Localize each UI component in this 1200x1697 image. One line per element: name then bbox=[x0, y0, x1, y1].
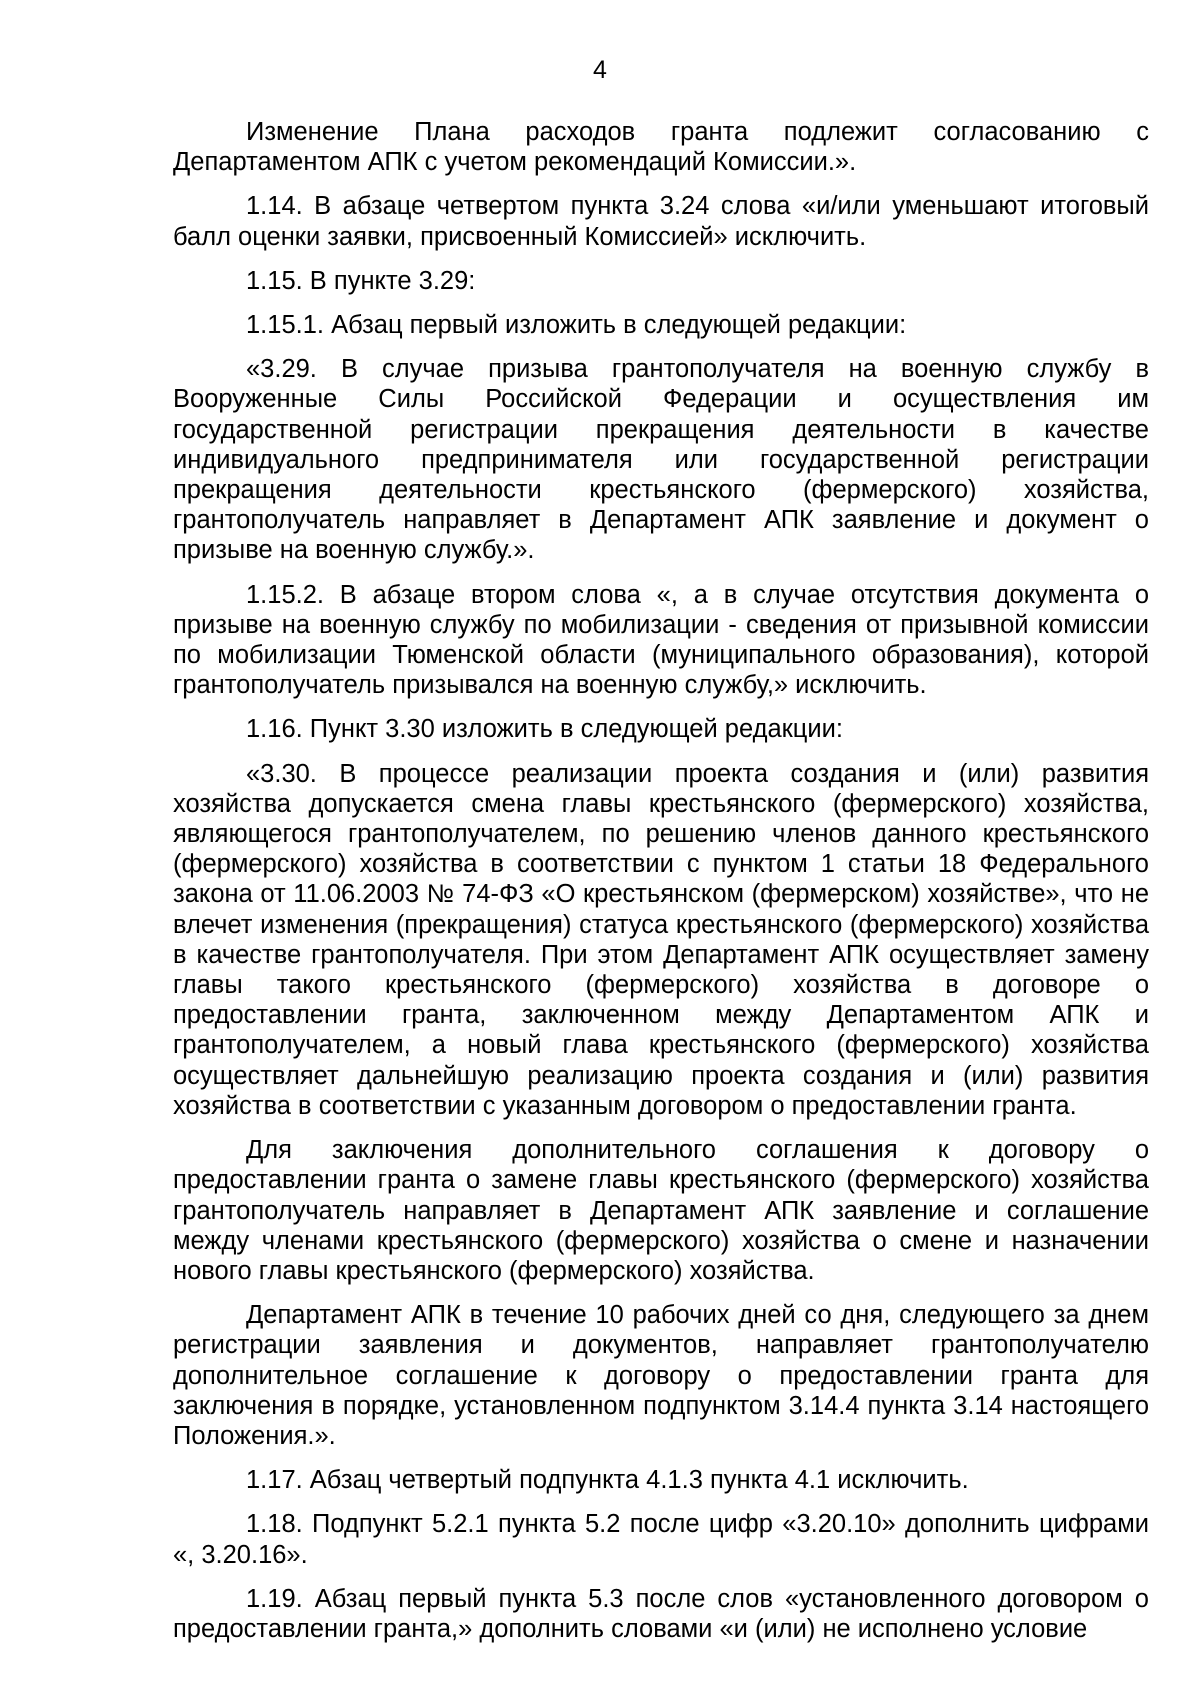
paragraph-additional-agreement: Для заключения дополнительного соглашения к договору о предоставлении гранта о замене главы крестьянского (фермерского) хозяйства грантополучатель направляет в Департамент АПК заявление и соглашение между членами крестьянского (фермерского) хозяйства о смене и назначении нового главы крестьянского (фермерского) хозяйства. bbox=[173, 1136, 1149, 1285]
paragraph-plan-change: Изменение Плана расходов гранта подлежит согласованию с Департаментом АПК с учетом рекомендаций Комиссии.». bbox=[173, 118, 1149, 177]
paragraph-department-deadline: Департамент АПК в течение 10 рабочих дней со дня, следующего за днем регистрации заявления и документов, направляет грантополучателю дополнительное соглашение к договору о предоставлении гранта для заключения в порядке, установленном подпунктом 3.14.4 пункта 3.14 настоящего Положения.». bbox=[173, 1301, 1149, 1450]
paragraph-1-17: 1.17. Абзац четвертый подпункта 4.1.3 пункта 4.1 исключить. bbox=[246, 1466, 969, 1495]
paragraph-1-14: 1.14. В абзаце четвертом пункта 3.24 слова «и/или уменьшают итоговый балл оценки заявки, присвоенный Комиссией» исключить. bbox=[173, 192, 1149, 251]
paragraph-1-15-2: 1.15.2. В абзаце втором слова «, а в случае отсутствия документа о призыве на военную службу по мобилизации - сведения от призывной комиссии по мобилизации Тюменской области (муниципального образования), которой грантополучатель призывался на военную службу,» исключить. bbox=[173, 580, 1149, 700]
paragraph-1-16: 1.16. Пункт 3.30 изложить в следующей редакции: bbox=[246, 715, 843, 744]
paragraph-1-15: 1.15. В пункте 3.29: bbox=[246, 266, 476, 295]
paragraph-3-29-quote: «3.29. В случае призыва грантополучателя на военную службу в Вооруженные Силы Российской Федерации и осуществления им государственной регистрации прекращения деятельности в качестве индивидуального предпринимателя или государственной регистрации прекращения деятельности крестьянского (фермерского) хозяйства, грантополучатель направляет в Департамент АПК заявление и документ о призыве на военную службу.». bbox=[173, 355, 1149, 565]
paragraph-1-19: 1.19. Абзац первый пункта 5.3 после слов «установленного договором о предоставлении гранта,» дополнить словами «и (или) не исполнено условие bbox=[173, 1584, 1149, 1643]
paragraph-1-15-1: 1.15.1. Абзац первый изложить в следующей редакции: bbox=[246, 311, 907, 340]
paragraph-3-30-quote: «3.30. В процессе реализации проекта создания и (или) развития хозяйства допускается смена главы крестьянского (фермерского) хозяйства, являющегося грантополучателем, по решению членов данного крестьянского (фермерского) хозяйства в соответствии с пунктом 1 статьи 18 Федерального закона от 11.06.2003 № 74-ФЗ «О крестьянском (фермерском) хозяйстве», что не влечет изменения (прекращения) статуса крестьянского (фермерского) хозяйства в качестве грантополучателя. При этом Департамент АПК осуществляет замену главы такого крестьянского (фермерского) хозяйства в договоре о предоставлении гранта, заключенном между Департаментом АПК и грантополучателем, а новый глава крестьянского (фермерского) хозяйства осуществляет дальнейшую реализацию проекта создания и (или) развития хозяйства в соответствии с указанным договором о предоставлении гранта. bbox=[173, 759, 1149, 1120]
document-body bbox=[173, 117, 1149, 1644]
page-number: 4 bbox=[593, 56, 607, 84]
paragraph-1-18: 1.18. Подпункт 5.2.1 пункта 5.2 после цифр «3.20.10» дополнить цифрами «, 3.20.16». bbox=[173, 1510, 1149, 1569]
